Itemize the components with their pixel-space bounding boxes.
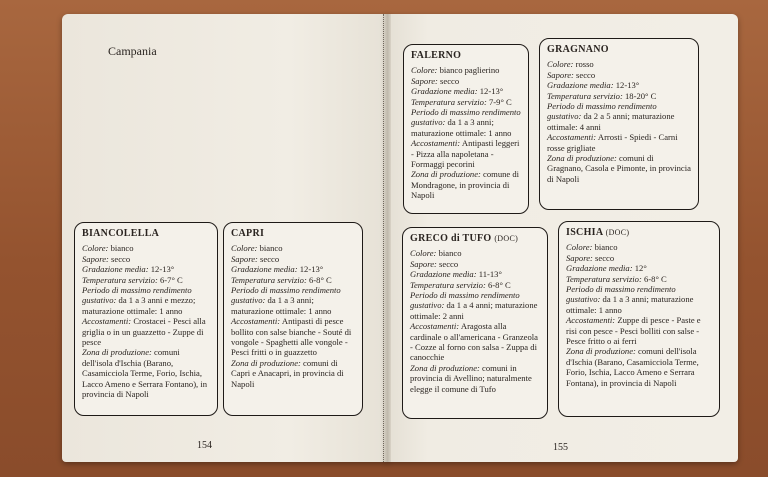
wine-attribute-row [547, 91, 691, 101]
wine-card-greco-di-tufo [402, 227, 548, 419]
attribute-value: comuni dell'isola d'Ischia (Barano, Casamicciola Terme, Forio, Ischia, Lacco Ameno e Serrara Fontano), in provincia di Napoli [82, 347, 208, 400]
attribute-value: comune di Mondragone, in provincia di Napoli [411, 169, 520, 201]
attribute-value: 11-13° [478, 269, 502, 280]
attribute-label: Temperatura servizio: [410, 279, 486, 290]
attribute-value: comuni dell'isola d'Ischia (Barano, Casamicciola Terme, Forio, Ischia, Lacco Ameno e Serrara Fontana), in provincia di Napoli [566, 346, 699, 388]
wine-attribute-row [231, 285, 355, 316]
attribute-value: bianco [259, 243, 283, 254]
attribute-label: Accostamenti: [566, 315, 616, 326]
attribute-label: Temperatura servizio: [547, 90, 623, 101]
wine-attribute-row [547, 70, 691, 80]
attribute-label: Zona di produzione: [231, 357, 301, 368]
attribute-label: Zona di produzione: [566, 346, 636, 357]
attribute-value: da 1 a 3 anni; maturazione ottimale: 1 anno [231, 295, 332, 316]
attribute-label: Accostamenti: [547, 132, 597, 143]
attribute-label: Temperatura servizio: [411, 96, 487, 107]
wine-name: BIANCOLELLA [82, 228, 160, 239]
attribute-label: Periodo di massimo rendimento gustativo: [411, 107, 521, 128]
wine-attribute-row [231, 358, 355, 389]
attribute-label: Colore: [231, 243, 258, 254]
attribute-value: comuni di Gragnano, Casola e Pimonte, in provincia di Napoli [547, 153, 691, 184]
wine-card-falerno [403, 44, 529, 214]
wine-attribute-row [82, 243, 210, 253]
region-heading: Campania [108, 44, 157, 58]
attribute-label: Zona di produzione: [410, 362, 480, 373]
wine-card-gragnano [539, 38, 699, 210]
attribute-value: da 1 a 4 anni; maturazione ottimale: 2 anni [410, 300, 538, 321]
attribute-label: Temperatura servizio: [566, 273, 642, 284]
wine-name: GRAGNANO [547, 44, 609, 55]
attribute-value: 12-13° [615, 80, 640, 91]
wine-attribute-row [410, 321, 540, 363]
attribute-label: Accostamenti: [410, 321, 460, 332]
attribute-value: 6-8° C [309, 274, 332, 285]
attribute-label: Gradazione media: [566, 263, 633, 274]
attribute-value: 6-8° C [644, 273, 667, 284]
attribute-value: 6-7° C [160, 274, 183, 285]
attribute-label: Zona di produzione: [547, 153, 617, 164]
wine-attribute-row [566, 242, 712, 252]
wine-attribute-row [410, 269, 540, 279]
attribute-value: da 1 a 3 anni e mezzo; maturazione ottimale: 1 anno [82, 295, 196, 316]
wine-attribute-row [411, 107, 521, 138]
wine-title [410, 234, 540, 244]
wine-attribute-row [410, 363, 540, 394]
wine-attribute-row [410, 259, 540, 269]
attribute-value: secco [111, 253, 131, 264]
wine-attribute-row [82, 264, 210, 274]
attribute-value: 18-20° C [625, 90, 657, 101]
wine-card-ischia [558, 221, 720, 417]
wine-attribute-row [566, 346, 712, 388]
attribute-value: Zuppe di pesce - Paste e risi con pesce - Pesci bolliti con salse - Pesce fritto o ai ferri [566, 315, 701, 347]
attribute-label: Gradazione media: [231, 264, 298, 275]
attribute-value: bianco [594, 242, 618, 253]
attribute-value: 6-8° C [488, 279, 511, 290]
attribute-label: Periodo di massimo rendimento gustativo: [231, 285, 341, 306]
wine-attribute-row [411, 76, 521, 86]
attribute-label: Gradazione media: [410, 269, 477, 280]
wine-attribute-row [231, 264, 355, 274]
attribute-label: Colore: [547, 59, 574, 70]
attribute-label: Sapore: [547, 69, 574, 80]
page-number-right: 155 [553, 442, 568, 453]
wine-name: ISCHIA [566, 227, 603, 238]
wine-attribute-row [231, 316, 355, 358]
attribute-label: Accostamenti: [231, 316, 281, 327]
attribute-label: Accostamenti: [82, 316, 132, 327]
attribute-value: 12-13° [150, 264, 175, 275]
attribute-value: Crostacei - Pesci alla griglia o in un guazzetto - Zuppe di pesce [82, 316, 206, 348]
attribute-label: Colore: [82, 243, 109, 254]
wine-title [566, 228, 712, 238]
attribute-value: Antipasti leggeri - Pizza alla napoletana - Formaggi pecorini [411, 138, 520, 170]
wine-attribute-row [566, 284, 712, 315]
wine-attribute-row [411, 169, 521, 200]
attribute-label: Gradazione media: [82, 264, 149, 275]
attribute-label: Sapore: [566, 252, 593, 263]
attribute-label: Accostamenti: [411, 138, 461, 149]
wine-attribute-row [547, 59, 691, 69]
wine-attribute-row [231, 243, 355, 253]
wine-title [547, 45, 691, 55]
attribute-label: Periodo di massimo rendimento gustativo: [82, 285, 192, 306]
wine-card-capri [223, 222, 363, 416]
attribute-label: Periodo di massimo rendimento gustativo: [566, 284, 676, 305]
doc-designation: (DOC) [605, 228, 630, 237]
wine-attribute-row [410, 290, 540, 321]
wine-name: GRECO di TUFO [410, 233, 492, 244]
wine-attribute-row [82, 347, 210, 399]
attribute-value: 12-13° [479, 86, 504, 97]
wine-attribute-row [82, 254, 210, 264]
attribute-value: 7-9° C [489, 96, 512, 107]
attribute-value: da 1 a 3 anni; maturazione ottimale: 1 anno [566, 294, 694, 315]
attribute-value: 12° [634, 263, 647, 274]
attribute-label: Zona di produzione: [411, 169, 481, 180]
attribute-value: comuni di Capri e Anacapri, in provincia di Napoli [231, 357, 344, 389]
attribute-value: comuni in provincia di Avellino; naturalmente elegge il comune di Tufo [410, 362, 532, 394]
attribute-value: secco [260, 253, 280, 264]
attribute-label: Temperatura servizio: [82, 274, 158, 285]
wine-title [411, 51, 521, 61]
wine-attribute-row [231, 254, 355, 264]
wine-attribute-row [566, 315, 712, 346]
attribute-value: Arrosti - Spiedi - Carni rosse grigliate [547, 132, 678, 153]
attribute-label: Colore: [411, 65, 438, 76]
attribute-label: Periodo di massimo rendimento gustativo: [547, 101, 657, 122]
wine-attribute-row [547, 153, 691, 184]
attribute-value: 12-13° [299, 264, 324, 275]
page-number-left: 154 [197, 440, 212, 451]
attribute-value: da 1 a 3 anni; maturazione ottimale: 1 anno [411, 117, 512, 138]
attribute-value: rosso [575, 59, 594, 70]
wine-name: CAPRI [231, 228, 265, 239]
attribute-label: Sapore: [411, 75, 438, 86]
attribute-label: Temperatura servizio: [231, 274, 307, 285]
attribute-value: bianco [110, 243, 134, 254]
wine-attribute-row [411, 97, 521, 107]
attribute-value: da 2 a 5 anni; maturazione ottimale: 4 anni [547, 111, 675, 132]
wine-attribute-row [547, 80, 691, 90]
attribute-label: Zona di produzione: [82, 347, 152, 358]
wine-attribute-row [411, 65, 521, 75]
wine-attribute-row [411, 86, 521, 96]
attribute-label: Gradazione media: [547, 80, 614, 91]
attribute-value: secco [595, 252, 615, 263]
wine-attribute-row [547, 132, 691, 153]
wine-attribute-row [566, 263, 712, 273]
wine-attribute-row [547, 101, 691, 132]
attribute-value: Antipasti di pesce bollito con salse bianche - Souté di vongole - Spaghetti alle vongole - Pesci fritti o in guazzetto [231, 316, 352, 358]
wine-title [82, 229, 210, 239]
attribute-label: Sapore: [82, 253, 109, 264]
wine-attribute-row [410, 248, 540, 258]
wine-attribute-row [82, 275, 210, 285]
wine-card-biancolella [74, 222, 218, 416]
wine-attribute-row [566, 274, 712, 284]
attribute-label: Colore: [566, 242, 593, 253]
attribute-label: Sapore: [231, 253, 258, 264]
doc-designation: (DOC) [494, 234, 519, 243]
attribute-label: Gradazione media: [411, 86, 478, 97]
attribute-label: Sapore: [410, 258, 437, 269]
attribute-value: bianco [438, 248, 462, 259]
attribute-label: Periodo di massimo rendimento gustativo: [410, 290, 520, 311]
wine-attribute-row [411, 138, 521, 169]
book-spine [383, 14, 391, 462]
attribute-label: Colore: [410, 248, 437, 259]
wine-attribute-row [231, 275, 355, 285]
attribute-value: Aragosta alla cardinale o all'americana - Granzeola - Cozze al forno con salsa - Zuppa di canocchie [410, 321, 538, 363]
wine-attribute-row [82, 285, 210, 316]
attribute-value: bianco paglierino [439, 65, 500, 76]
wine-name: FALERNO [411, 50, 462, 61]
wine-title [231, 229, 355, 239]
attribute-value: secco [439, 258, 459, 269]
attribute-value: secco [440, 75, 460, 86]
attribute-value: secco [576, 69, 596, 80]
wine-attribute-row [410, 280, 540, 290]
wine-attribute-row [82, 316, 210, 347]
wine-attribute-row [566, 253, 712, 263]
